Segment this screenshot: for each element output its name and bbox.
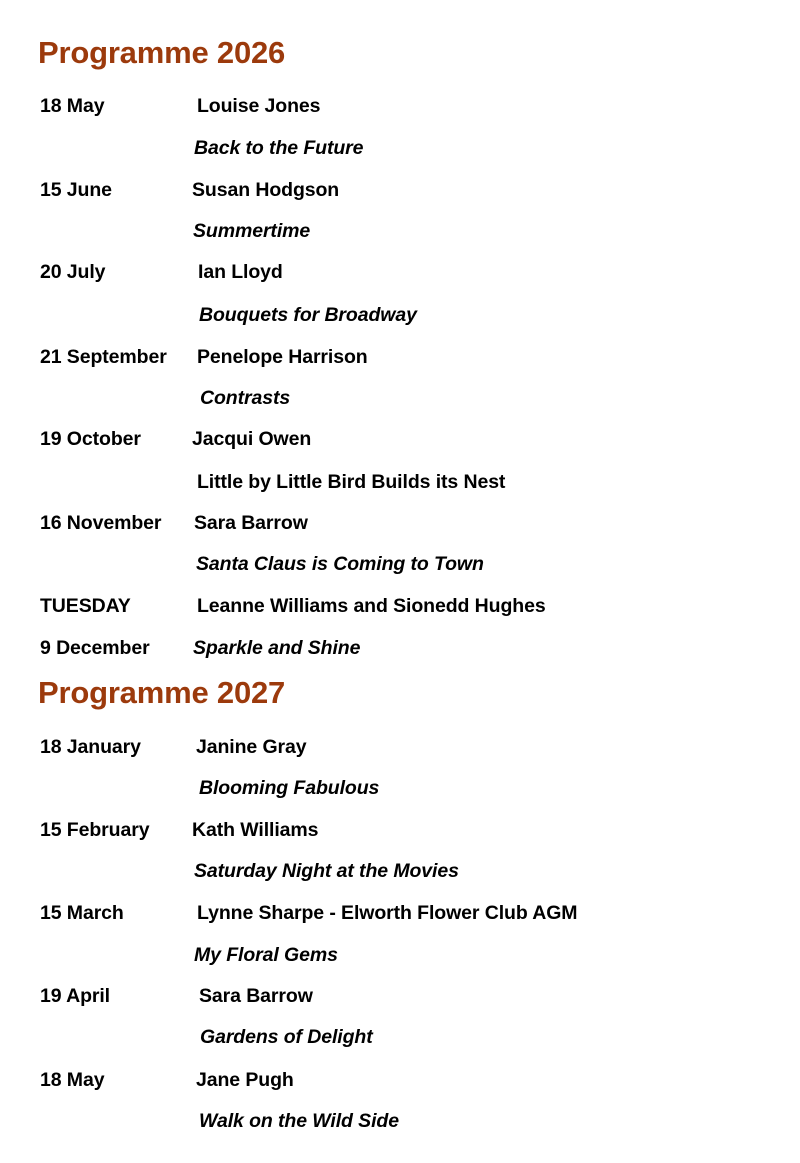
programme-row-speaker: Louise Jones (197, 95, 321, 117)
programme-row (0, 940, 800, 970)
programme-row (0, 133, 800, 163)
programme-row-title: Saturday Night at the Movies (194, 860, 459, 882)
programme-row-speaker: Sara Barrow (199, 985, 313, 1007)
programme-row-date: 15 February (40, 819, 150, 841)
programme-row (0, 300, 800, 330)
programme-row-speaker: Janine Gray (196, 736, 307, 758)
programme-row-date: 18 May (40, 1069, 105, 1091)
programme-row (0, 633, 800, 663)
programme-row-title: Back to the Future (194, 137, 364, 159)
programme-row-speaker: Ian Lloyd (198, 261, 283, 283)
programme-row-title: Santa Claus is Coming to Town (196, 553, 484, 575)
section-heading: Programme 2027 (38, 675, 286, 710)
programme-row (0, 175, 800, 205)
programme-row (0, 1106, 800, 1136)
programme-row-speaker: Sara Barrow (194, 512, 308, 534)
programme-row-title: Sparkle and Shine (193, 637, 361, 659)
programme-row-date: 20 July (40, 261, 106, 283)
programme-row-title: My Floral Gems (194, 944, 338, 966)
programme-row-date: 9 December (40, 637, 150, 659)
programme-row-speaker: Jacqui Owen (192, 428, 312, 450)
programme-row-date: 15 March (40, 902, 124, 924)
programme-row (0, 508, 800, 538)
programme-row-speaker: Kath Williams (192, 819, 319, 841)
programme-row (0, 815, 800, 845)
programme-row-date: 18 May (40, 95, 105, 117)
section-heading: Programme 2026 (38, 35, 286, 70)
programme-row-title: Gardens of Delight (200, 1026, 373, 1048)
programme-row-date: 15 June (40, 179, 112, 201)
programme-row-title: Blooming Fabulous (199, 777, 380, 799)
programme-row (0, 91, 800, 121)
programme-row (0, 898, 800, 928)
programme-row (0, 981, 800, 1011)
programme-row (0, 467, 800, 497)
programme-row-title: Bouquets for Broadway (199, 304, 417, 326)
programme-row (0, 383, 800, 413)
programme-row (0, 549, 800, 579)
programme-row-title: Summertime (193, 220, 311, 242)
programme-row (0, 1065, 800, 1095)
programme-row-date: 19 April (40, 985, 111, 1007)
programme-row (0, 732, 800, 762)
programme-row-date: 18 January (40, 736, 141, 758)
programme-row (0, 342, 800, 372)
programme-row (0, 257, 800, 287)
programme-row-title: Walk on the Wild Side (199, 1110, 399, 1132)
programme-row-speaker: Penelope Harrison (197, 346, 368, 368)
programme-row-date: 16 November (40, 512, 162, 534)
programme-row (0, 1022, 800, 1052)
programme-row (0, 773, 800, 803)
programme-row-speaker: Little by Little Bird Builds its Nest (197, 471, 506, 493)
programme-row (0, 591, 800, 621)
programme-row-date: TUESDAY (40, 595, 131, 617)
programme-row-date: 21 September (40, 346, 167, 368)
programme-row (0, 216, 800, 246)
programme-row-speaker: Susan Hodgson (192, 179, 340, 201)
programme-row-speaker: Lynne Sharpe - Elworth Flower Club AGM (197, 902, 578, 924)
programme-row-date: 19 October (40, 428, 141, 450)
programme-row (0, 856, 800, 886)
programme-row-title: Contrasts (200, 387, 291, 409)
programme-row-speaker: Leanne Williams and Sionedd Hughes (197, 595, 546, 617)
programme-row (0, 424, 800, 454)
programme-row-speaker: Jane Pugh (196, 1069, 294, 1091)
